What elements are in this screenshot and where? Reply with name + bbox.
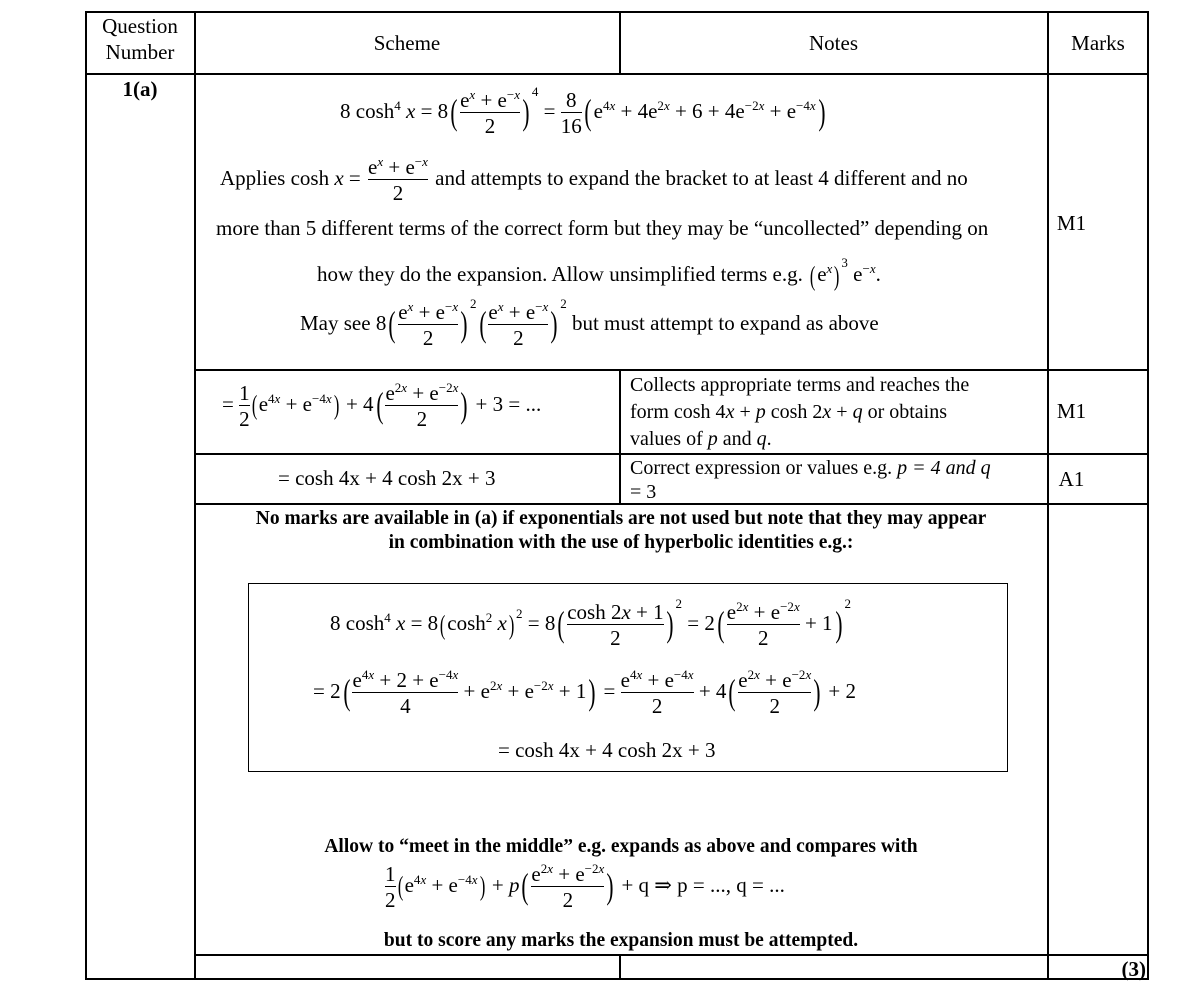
note-line-2: more than 5 different terms of the correct form but they may be “uncollected” depending on [216, 216, 989, 240]
header-question-number: Question Number [102, 14, 178, 64]
note-may-see: May see 8( $\frac{e^x + e^{-x}}{2}$ )$^2$( $\frac{e^x + e^{-x}}{2}$ )$^2$ but must attempt to expand as above [300, 296, 879, 351]
header-notes: Notes [809, 31, 858, 55]
header-scheme: Scheme [373, 31, 441, 55]
eq-var: x [406, 99, 416, 123]
footer-top-rule [194, 954, 1148, 956]
header-marks: Marks [1071, 31, 1125, 55]
scheme-equation-3: = cosh 4x + 4 cosh 2x + 3 [278, 466, 496, 490]
note-row3-p: p = 4 and q [897, 457, 991, 479]
bold-note-1: No marks are available in (a) if exponentials are not used but note that they may appear [255, 508, 987, 529]
header-bottom-rule [85, 73, 1148, 75]
mark-row3: A1 [1058, 467, 1085, 491]
note-applies: Applies [220, 165, 286, 190]
row2-bottom-rule [194, 453, 1148, 455]
note-or: or obtains [867, 401, 948, 423]
mark-row2: M1 [1056, 399, 1087, 423]
eq-exp: 4 [394, 98, 401, 113]
col-divider-notes-rows [619, 369, 621, 503]
box-line-3: = cosh 4x + 4 cosh 2x + 3 [498, 738, 716, 762]
question-number: 1(a) [122, 77, 158, 101]
note-line-3: how they do the expansion. Allow unsimplified terms e.g. $(e^x)$ $^3$ $e^{-x}$. [317, 255, 881, 291]
score-note: but to score any marks the expansion must be attempted. [383, 930, 859, 951]
note-row3-line2: = 3 [630, 481, 657, 503]
row1-bottom-rule [194, 369, 1148, 371]
col-divider-question [194, 11, 196, 980]
note-values: values of [630, 428, 703, 450]
allow-tail: + q ⇒ p = ..., q = ... [621, 872, 785, 897]
note-row2: Collects appropriate terms and reaches the form cosh 4x + p cosh 2x + q or obtains values of p and q. [630, 372, 1045, 453]
note-row2-line1: Collects appropriate terms and reaches the [630, 374, 970, 396]
mark-row1: M1 [1056, 211, 1087, 235]
allow-note: Allow to “meet in the middle” e.g. expands as above and compares with [324, 836, 918, 857]
note-row3 [630, 456, 1045, 504]
note-cosh: cosh [290, 165, 330, 190]
eq-lhs: 8 cosh [340, 99, 395, 123]
scheme-equation-2: = $\frac{1}{2}$ $(e^{4x} + e^{-4x}) + 4$( $\frac{e^{2x} + e^{-2x}}{2}$ ) + 3 = ... [222, 380, 542, 432]
note-applies-line: Applies cosh x = $\frac{e^x + e^{-x}}{2}$ and attempts to expand the bracket to at least 4 different and no [220, 154, 968, 206]
note-form: form [630, 401, 669, 423]
note-applies-tail: and attempts to expand the bracket to at least 4 different and no [435, 165, 968, 190]
bold-note-2: in combination with the use of hyperbolic identities e.g.: [388, 532, 854, 553]
note-line-3-text: how they do the expansion. Allow unsimplified terms e.g. [317, 262, 803, 286]
note-and: and [722, 428, 752, 450]
col-divider-marks [1047, 11, 1049, 980]
total-mark: (3) [1121, 957, 1146, 981]
marks-total-rule [1047, 954, 1148, 956]
table-border-left [85, 11, 87, 980]
table-border-right [1147, 11, 1149, 980]
box-line-1: 8 $\cosh^4 x = 8(\cosh^2$ x) $^2$ = 8( $\frac{\cosh 2x + 1}{2}$ )$^2$ = 2( $\frac{e^{2x} + e^{-2x}}{2}$ + 1)$^2$ [330, 596, 851, 651]
may-see-label: May see [300, 311, 371, 335]
may-see-tail: but must attempt to expand as above [571, 311, 879, 335]
table-border-top [85, 11, 1148, 13]
col-divider-notes-footer [619, 954, 621, 979]
scheme-2-tail: + 3 = ... [475, 391, 542, 416]
scheme-equation-1: 8 $\cosh^4 x = 8$( $\frac{e^x + e^{-x}}{2}$ )$^4$ = $\frac{8}{16}$ ( $e^{4x} + 4e^{2x} + 6 + 4e^{-2x} + e^{-4x}$) [340, 84, 826, 139]
note-row3-line1: Correct expression or values e.g. [630, 457, 893, 479]
table-border-bottom [85, 978, 1148, 980]
allow-equation: $\frac{1}{2}$ $(e^{4x} + e^{-4x}) + p$( $\frac{e^{2x} + e^{-2x}}{2}$ ) + q ⇒ p = ..., q = ... [385, 861, 785, 913]
box-line-2: = 2( $\frac{e^{4x} + 2 + e^{-4x}}{4}$ + $e^{2x} + e^{-2x} + 1$) = $\frac{e^{4x} + e^{-4x}}{2}$ + 4( $\frac{e^{2x} + e^{-2x}}{2}$ ) + 2 [313, 667, 856, 719]
